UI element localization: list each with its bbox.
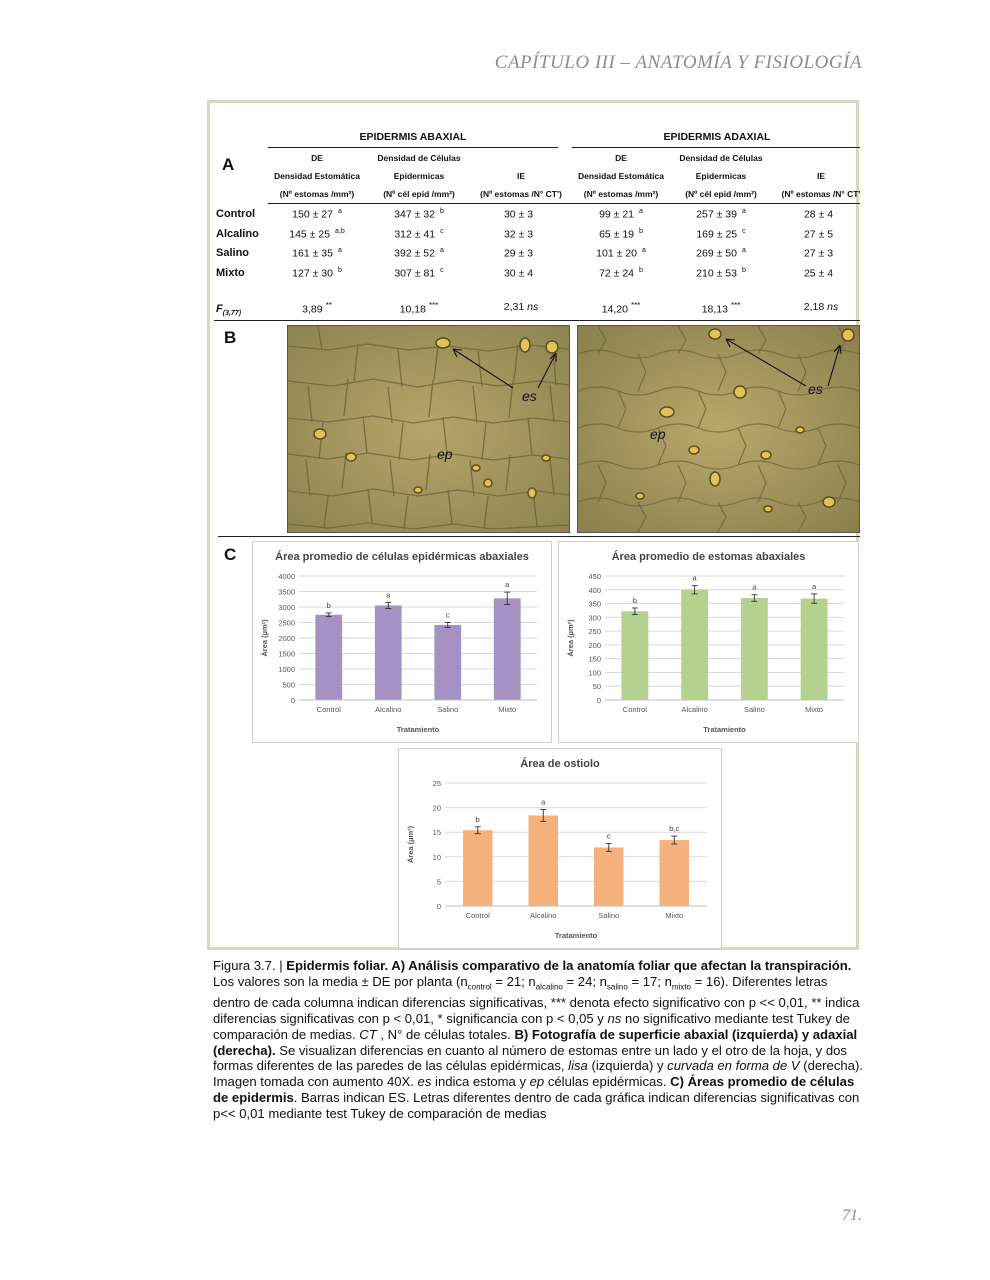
table-cell: [472, 267, 570, 280]
table-cell: [772, 267, 870, 280]
table-cell: [572, 267, 670, 280]
significance-letter: a: [752, 582, 757, 592]
y-tick-label: 2000: [278, 634, 295, 643]
significance-letter: a: [692, 573, 697, 583]
panel-a-label: A: [222, 155, 235, 174]
f-value: 3,89 **: [302, 301, 332, 316]
bar: [375, 605, 402, 700]
cell-value: 27 ± 3: [803, 247, 834, 260]
column-header-2-line-2: Epidermicas: [393, 171, 445, 181]
label-ep-abaxial: ep: [437, 446, 453, 462]
significance-letter: c: [606, 831, 611, 841]
cell-value: 101 ± 20: [596, 247, 637, 260]
table-cell: [370, 228, 468, 241]
x-tick-label: Control: [316, 705, 341, 714]
x-tick-label: Control: [622, 705, 647, 714]
y-tick-label: 300: [588, 613, 601, 623]
column-header-6-line-2: IE: [816, 171, 826, 181]
column-header-2-line-3: (Nº cél epid /mm²): [383, 189, 455, 199]
cell-letter: a: [639, 208, 643, 215]
y-tick-label: 250: [588, 627, 601, 637]
chart-title: Área promedio de estomas abaxiales: [611, 551, 806, 563]
bar: [463, 830, 492, 906]
table-cell: [370, 208, 468, 221]
bar: [681, 590, 708, 700]
table-cell: [672, 228, 770, 241]
x-tick-label: Mixto: [805, 705, 824, 714]
caption-title: Epidermis foliar. A) Análisis comparativo de la anatomía foliar que afectan la transpiración.: [286, 958, 852, 973]
x-tick-label: Control: [465, 911, 490, 920]
chart-title: Área promedio de células epidérmicas abaxiales: [275, 551, 529, 563]
column-header-4-line-1: DE: [615, 153, 627, 163]
cell-letter: c: [742, 227, 746, 235]
x-tick-label: Mixto: [498, 705, 517, 714]
y-tick-label: 10: [432, 852, 441, 862]
row-label: Salino: [216, 247, 250, 259]
cell-letter: a: [439, 247, 444, 254]
f-value: 2,31 ns: [503, 301, 539, 313]
photo-adaxial: [577, 325, 860, 533]
y-tick-label: 150: [588, 654, 601, 664]
y-tick-label: 100: [588, 668, 601, 678]
x-tick-label: Alcalino: [681, 705, 708, 714]
column-header-3-line-2: IE: [516, 171, 526, 181]
cell-letter: b: [639, 227, 643, 235]
y-tick-label: 200: [588, 640, 601, 650]
x-axis-label: Tratamiento: [554, 931, 598, 940]
bar: [594, 847, 623, 906]
group-header-adaxial: EPIDERMIS ADAXIAL: [663, 131, 771, 143]
caption-panel-c: C) Áreas promedio de células de epidermis: [213, 1074, 855, 1105]
cell-value: 30 ± 3: [503, 208, 534, 221]
bar: [801, 599, 828, 700]
y-tick-label: 450: [588, 572, 601, 581]
bar: [621, 611, 648, 700]
significance-letter: b: [326, 600, 331, 610]
panel-c-label: C: [224, 545, 237, 564]
label-ep-adaxial: ep: [650, 426, 666, 442]
cell-letter: c: [440, 266, 444, 274]
bar: [741, 598, 768, 700]
bar: [660, 840, 689, 906]
significance-letter: a: [505, 580, 510, 590]
cell-value: 150 ± 27: [292, 208, 333, 221]
cell-value: 145 ± 25: [289, 228, 331, 240]
column-header-4-line-3: (Nº estomas /mm²): [583, 189, 659, 199]
label-es-abaxial: es: [522, 388, 537, 404]
rule-panel-c: [218, 536, 860, 537]
page-number: 71.: [842, 1207, 862, 1224]
y-tick-label: 3500: [278, 587, 295, 597]
cell-value: 27 ± 5: [803, 228, 834, 240]
table-cell: [772, 228, 870, 241]
table-cell: [268, 247, 366, 260]
y-tick-label: 15: [432, 828, 441, 838]
bar: [315, 615, 342, 700]
column-header-5-line-3: (Nº cél epid /mm²): [685, 189, 757, 199]
column-header-3-line-3: (Nº estomas /N° CT'): [480, 189, 562, 199]
x-axis-label: Tratamiento: [703, 725, 746, 734]
x-tick-label: Alcalino: [530, 911, 557, 920]
significance-letter: a: [386, 590, 391, 600]
cell-letter: b: [439, 208, 444, 215]
chart-title: Área de ostiolo: [520, 758, 600, 770]
cell-letter: b: [337, 266, 342, 274]
y-tick-label: 1500: [278, 649, 295, 659]
significance-letter: c: [445, 610, 450, 620]
figure-caption: Figura 3.7. | Epidermis foliar. A) Análisis comparativo de la anatomía foliar que afectan la transpiración. Los valores son la media ± DE por planta ($n_{control} = 21$; $n_{alcalino} = 24$; $n_{salino} = 17$; $n_{mixto} = 16$). Diferentes letras dentro de cada columna indican diferencias significativas, *** denota efecto significativo con p << 0,01, ** indica diferencias significativas con p < 0,01, * significancia con p < 0,05 y ns no significativo mediante test Tukey de comparación de medias. CT , N° de células totales. B) Fotografía de superficie abaxial (izquierda) y adaxial (derecha). Se visualizan diferencias en cuanto al número de estomas entre un lado y el otro de la hoja, y dos formas diferentes de las paredes de las células epidérmicas, lisa (izquierda) y curvada en forma de V (derecha). Imagen tomada con aumento 40X. es indica estoma y ep células epidérmicas. C) Áreas promedio de células de epidermis. Barras indican ES. Letras diferentes dentro de cada gráfica indican diferencias significativas con p<< 0,01 mediante test Tukey de comparación de medias: [213, 958, 863, 1121]
cell-letter: c: [440, 227, 444, 235]
f-value: 14,20 ***: [601, 301, 641, 316]
chart-epidermal-area-svg: [253, 542, 551, 742]
y-tick-label: 3000: [278, 603, 295, 612]
cell-letter: b: [639, 266, 643, 274]
table-cell: [772, 208, 870, 221]
table-cell: [672, 247, 770, 260]
rule-abaxial: [268, 147, 558, 148]
bar: [529, 815, 558, 906]
significance-letter: b: [632, 595, 637, 605]
table-cell: [572, 247, 670, 260]
column-header-1-line-3: (Nº estomas /mm²): [279, 189, 355, 199]
column-header-4-line-2: Densidad Estomática: [578, 171, 664, 181]
cell-value: 307 ± 81: [394, 267, 436, 279]
y-tick-label: 2500: [278, 618, 295, 628]
column-header-1-line-2: Densidad Estomática: [274, 171, 360, 181]
x-tick-label: Salino: [437, 705, 459, 714]
cell-letter: a,b: [335, 227, 345, 235]
cell-value: 127 ± 30: [292, 267, 333, 279]
table-cell: [370, 267, 468, 280]
rule-adaxial: [572, 147, 860, 148]
chart-stomata-area: [558, 541, 859, 743]
cell-value: 72 ± 24: [599, 267, 635, 279]
cell-letter: a: [741, 208, 746, 215]
x-tick-label: Salino: [598, 911, 620, 920]
y-tick-label: 4000: [278, 572, 295, 581]
table-cell: [772, 247, 870, 260]
cell-letter: b: [741, 266, 746, 274]
panel-b-label: B: [224, 328, 237, 347]
y-tick-label: 25: [432, 779, 441, 788]
cell-value: 347 ± 32: [394, 208, 435, 221]
x-tick-label: Salino: [743, 705, 765, 714]
column-header-6-line-3: (Nº estomas /N° CT': [781, 189, 861, 199]
cell-value: 161 ± 35: [292, 247, 333, 260]
running-head: CAPÍTULO III – ANATOMÍA Y FISIOLOGÍA: [494, 52, 862, 73]
y-tick-label: 0: [290, 696, 295, 705]
y-axis-label: Área (µm²): [566, 619, 575, 657]
table-cell: [472, 247, 570, 260]
figure-frame: [207, 100, 859, 950]
table-cell: [268, 208, 366, 221]
significance-letter: a: [812, 581, 817, 591]
table-cell: [268, 267, 366, 280]
row-label: Alcalino: [216, 227, 259, 240]
y-axis-label: Área (µm²): [406, 825, 415, 864]
cell-value: 99 ± 21: [599, 208, 635, 221]
y-tick-label: 0: [436, 902, 441, 911]
x-tick-label: Mixto: [665, 911, 684, 920]
y-tick-label: 20: [432, 803, 441, 813]
cell-value: 25 ± 4: [803, 267, 834, 279]
cell-value: 30 ± 4: [503, 267, 534, 279]
cell-value: 28 ± 4: [803, 208, 834, 221]
significance-letter: a: [541, 797, 546, 807]
table-cell: [472, 208, 570, 221]
chart-ostiole-area: [398, 748, 722, 949]
cell-letter: a: [337, 208, 342, 215]
cell-value: 169 ± 25: [696, 228, 738, 240]
table-cell: [472, 228, 570, 241]
group-header-abaxial: EPIDERMIS ABAXIAL: [359, 131, 467, 143]
bar: [434, 625, 461, 700]
table-cell: [572, 228, 670, 241]
chart-ostiole-area-svg: [399, 749, 721, 948]
table-cell: [370, 247, 468, 260]
cell-letter: a: [641, 247, 646, 254]
row-label: Control: [216, 208, 256, 220]
caption-panel-b: B) Fotografía de superficie abaxial (izquierda) y adaxial (derecha).: [213, 1026, 858, 1058]
cell-value: 392 ± 52: [394, 247, 435, 260]
column-header-5-line-2: Epidermicas: [695, 171, 747, 181]
table-cell: [672, 267, 770, 280]
f-value: 18,13 ***: [701, 301, 741, 316]
x-axis-label: Tratamiento: [396, 725, 440, 734]
cell-value: 257 ± 39: [696, 208, 737, 221]
cell-value: 65 ± 19: [599, 228, 635, 240]
cell-value: 32 ± 3: [503, 228, 534, 240]
y-tick-label: 400: [588, 585, 601, 595]
y-tick-label: 50: [592, 682, 601, 692]
cell-letter: a: [741, 247, 746, 254]
column-header-2-line-1: Densidad de Células: [377, 153, 461, 163]
f-label: $F_{(3,77)}$: [216, 303, 242, 318]
chart-epidermal-area: [252, 541, 552, 743]
caption-lead: Figura 3.7. |: [213, 958, 287, 973]
y-axis-label: Área (µm²): [260, 619, 269, 657]
cell-value: 312 ± 41: [394, 228, 436, 240]
x-tick-label: Alcalino: [375, 705, 402, 714]
chart-stomata-area-svg: [559, 542, 858, 742]
cell-letter: a: [337, 247, 342, 254]
y-tick-label: 1000: [278, 665, 295, 674]
y-tick-label: 350: [588, 599, 601, 609]
significance-letter: b: [475, 814, 480, 824]
table-cell: [268, 228, 366, 241]
label-es-adaxial: es: [808, 381, 823, 397]
column-header-5-line-1: Densidad de Células: [679, 153, 763, 163]
rule-header-bottom: [268, 203, 860, 204]
y-tick-label: 500: [282, 680, 295, 690]
y-tick-label: 0: [596, 696, 601, 705]
y-tick-label: 5: [436, 877, 441, 887]
f-value: 2,18 ns: [803, 301, 839, 313]
cell-value: 29 ± 3: [503, 247, 534, 260]
row-label: Mixto: [216, 266, 245, 279]
column-header-1-line-1: DE: [311, 153, 323, 163]
cell-value: 269 ± 50: [696, 247, 737, 260]
cell-value: 210 ± 53: [696, 267, 737, 279]
table-cell: [572, 208, 670, 221]
bar: [494, 598, 521, 700]
photo-abaxial: [287, 325, 570, 533]
significance-letter: b,c: [669, 824, 680, 834]
rule-table-bottom: [214, 320, 860, 321]
f-value: 10,18 ***: [399, 301, 439, 316]
table-cell: [672, 208, 770, 221]
